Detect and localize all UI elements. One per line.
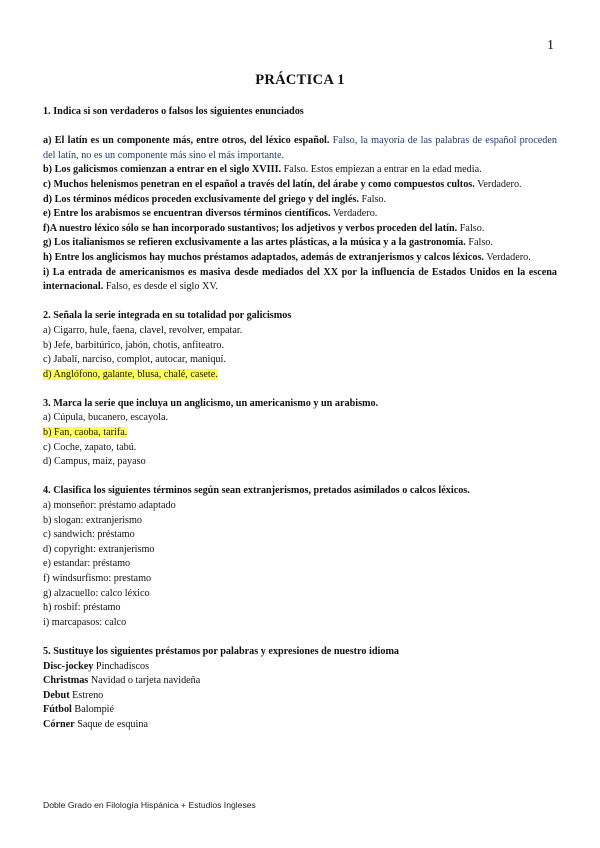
question-4-heading: 4. Clasifica los siguientes términos según sean extranjerismos, pretados asimilados o calcos léxicos. <box>43 485 470 497</box>
q4-item-h: h) rosbif: préstamo <box>43 602 121 614</box>
q3-option-d: d) Campus, maíz, payaso <box>43 456 146 468</box>
question-2-heading: 2. Señala la serie integrada en su totalidad por galicismos <box>43 310 292 322</box>
q4-item-a: a) monseñor: préstamo adaptado <box>43 500 176 512</box>
page-number: 1 <box>547 38 554 53</box>
question-4 <box>43 484 557 630</box>
q5-item-christmas: Christmas Navidad o tarjeta navideña <box>43 675 201 687</box>
q2-option-a: a) Cigarro, hule, faena, clavel, revolver, empatar. <box>43 324 243 336</box>
question-5-heading: 5. Sustituye los siguientes préstamos por palabras y expresiones de nuestro idioma <box>43 645 400 657</box>
q2-option-c: c) Jabalí, narciso, complot, autocar, maniquí. <box>43 354 226 366</box>
page-footer: Doble Grado en Filología Hispánica + Estudios Ingleses <box>43 800 256 810</box>
q4-item-b: b) slogan: extranjerismo <box>43 514 143 526</box>
q1-item-b: b) Los galicismos comienzan a entrar en el siglo XVIII. Falso. Estos empiezan a entrar en la edad media. <box>43 164 482 176</box>
q4-item-g: g) alzacuello: calco léxico <box>43 587 150 599</box>
q1-item-g: g) Los italianismos se refieren exclusivamente a las artes plásticas, a la música y a la gastronomía. Falso. <box>43 237 493 249</box>
q3-option-a: a) Cúpula, bucanero, escayola. <box>43 412 169 424</box>
q1-item-d: d) Los términos médicos proceden exclusivamente del griego y del inglés. Falso. <box>43 193 387 205</box>
q2-option-b: b) Jefe, barbitúrico, jabón, chotis, anfiteatro. <box>43 339 225 351</box>
document-body <box>43 105 557 747</box>
q5-item-futbol: Fútbol Balompié <box>43 704 115 716</box>
question-1-heading: 1. Indica si son verdaderos o falsos los siguientes enunciados <box>43 106 304 117</box>
q1-item-h: h) Entre los anglicismos hay muchos préstamos adaptados, además de extranjerismos y calcos léxicos. Verdadero. <box>43 251 531 263</box>
q1-item-i: i) La entrada de americanismos es masiva desde mediados del XX por la influencia de Estados Unidos en la escena internacional. Falso, es desde el siglo XV. <box>43 266 557 293</box>
q3-option-b-highlighted: b) Fan, caoba, tarifa. <box>43 427 128 439</box>
q1-item-e: e) Entre los arabismos se encuentran diversos términos científicos. Verdadero. <box>43 208 378 220</box>
question-2 <box>43 309 557 382</box>
page-title: PRÁCTICA 1 <box>255 72 345 88</box>
q1-item-f: f)A nuestro léxico sólo se han incorporado sustantivos; los adjetivos y verbos proceden del latín. Falso. <box>43 222 485 234</box>
q4-item-e: e) estandar: préstamo <box>43 558 131 570</box>
question-3 <box>43 397 557 470</box>
q1-item-a: a) El latín es un componente más, entre otros, del léxico español. Falso, la mayoría de las palabras de español proceden del latín, no es un componente más sino el más importante. <box>43 135 558 161</box>
q4-item-i: i) marcapasos: calco <box>43 616 127 628</box>
question-1 <box>43 105 557 295</box>
q5-item-corner: Córner Saque de esquina <box>43 718 148 730</box>
question-5 <box>43 645 557 733</box>
q4-item-c: c) sandwich: préstamo <box>43 529 135 541</box>
q1-item-c: c) Muchos helenismos penetran en el español a través del latín, del árabe y como compuestos cultos. Verdadero. <box>43 178 522 190</box>
q4-item-f: f) windsurfismo: prestamo <box>43 573 152 584</box>
q3-option-c: c) Coche, zapato, tabú. <box>43 441 137 453</box>
q2-option-d-highlighted: d) Anglófono, galante, blusa, chalé, casete. <box>43 368 218 380</box>
question-3-heading: 3. Marca la serie que incluya un anglicismo, un americanismo y un arabismo. <box>43 397 379 409</box>
q5-item-debut: Debut Estreno <box>43 689 104 701</box>
q4-item-d: d) copyright: extranjerismo <box>43 543 155 555</box>
q5-item-disc-jockey: Disc-jockey Pinchadiscos <box>43 660 150 672</box>
